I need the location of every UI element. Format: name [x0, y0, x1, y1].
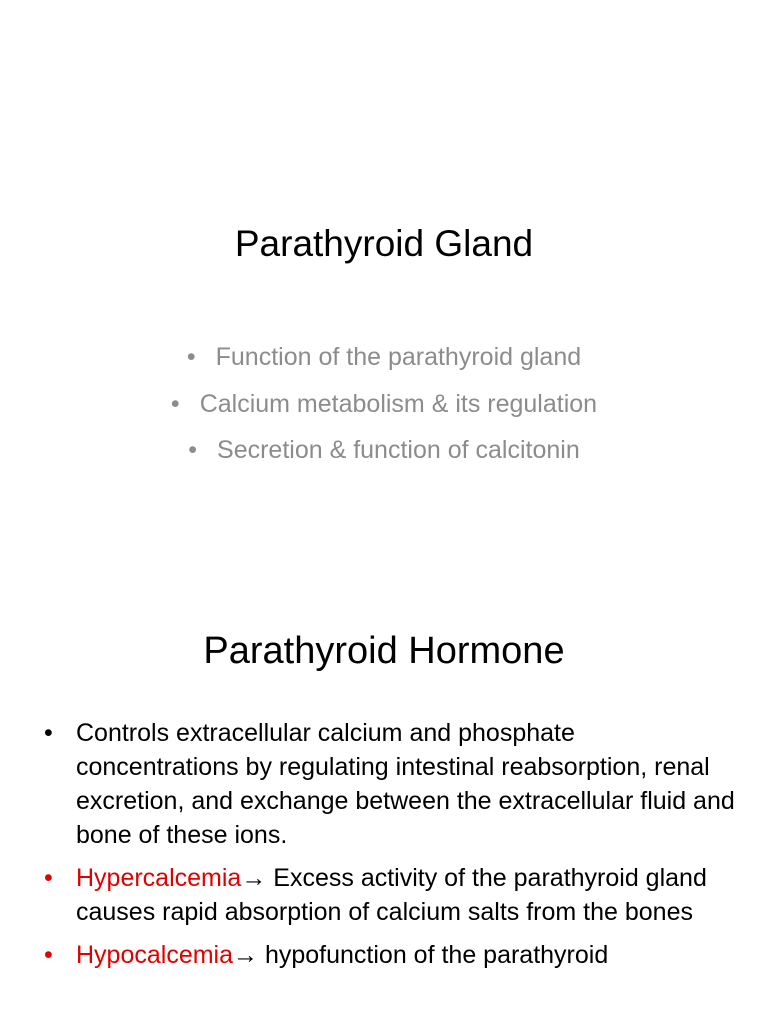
- content-item-hypercalcemia: [40, 861, 740, 929]
- bullet-icon: •: [188, 436, 198, 464]
- content-text: → hypofunction of the parathyroid: [233, 941, 609, 969]
- slide-title: Parathyroid Hormone: [203, 630, 565, 672]
- slide-parathyroid-hormone: [0, 590, 768, 1024]
- bullet-icon: •: [44, 941, 53, 969]
- slide-title: Parathyroid Gland: [234, 223, 534, 264]
- term-hypercalcemia: Hypercalcemia: [76, 864, 242, 892]
- topic-item: [0, 381, 768, 428]
- topic-item: [0, 427, 768, 474]
- bullet-icon: •: [44, 864, 53, 892]
- term-hypocalcemia: Hypocalcemia: [76, 941, 234, 969]
- content-item: [40, 716, 740, 852]
- content-list: [40, 716, 740, 981]
- topic-text: Function of the parathyroid gland: [215, 343, 582, 371]
- content-text: Controls extracellular calcium and phosphate concentrations by regulating intestinal reabsorption, renal excretion, and exchange between the extracellular fluid and bone of these ions.: [76, 719, 735, 849]
- bullet-icon: •: [170, 389, 180, 418]
- bullet-icon: •: [186, 343, 196, 371]
- content-text: → Excess activity of the parathyroid gland causes rapid absorption of calcium salts from the bones: [76, 864, 707, 926]
- topic-list: [0, 334, 768, 474]
- bullet-icon: •: [44, 719, 53, 747]
- topic-item: [0, 334, 768, 381]
- content-item-hypocalcemia: [40, 938, 740, 972]
- topic-text: Calcium metabolism & its regulation: [199, 389, 598, 418]
- topic-text: Secretion & function of calcitonin: [217, 436, 580, 464]
